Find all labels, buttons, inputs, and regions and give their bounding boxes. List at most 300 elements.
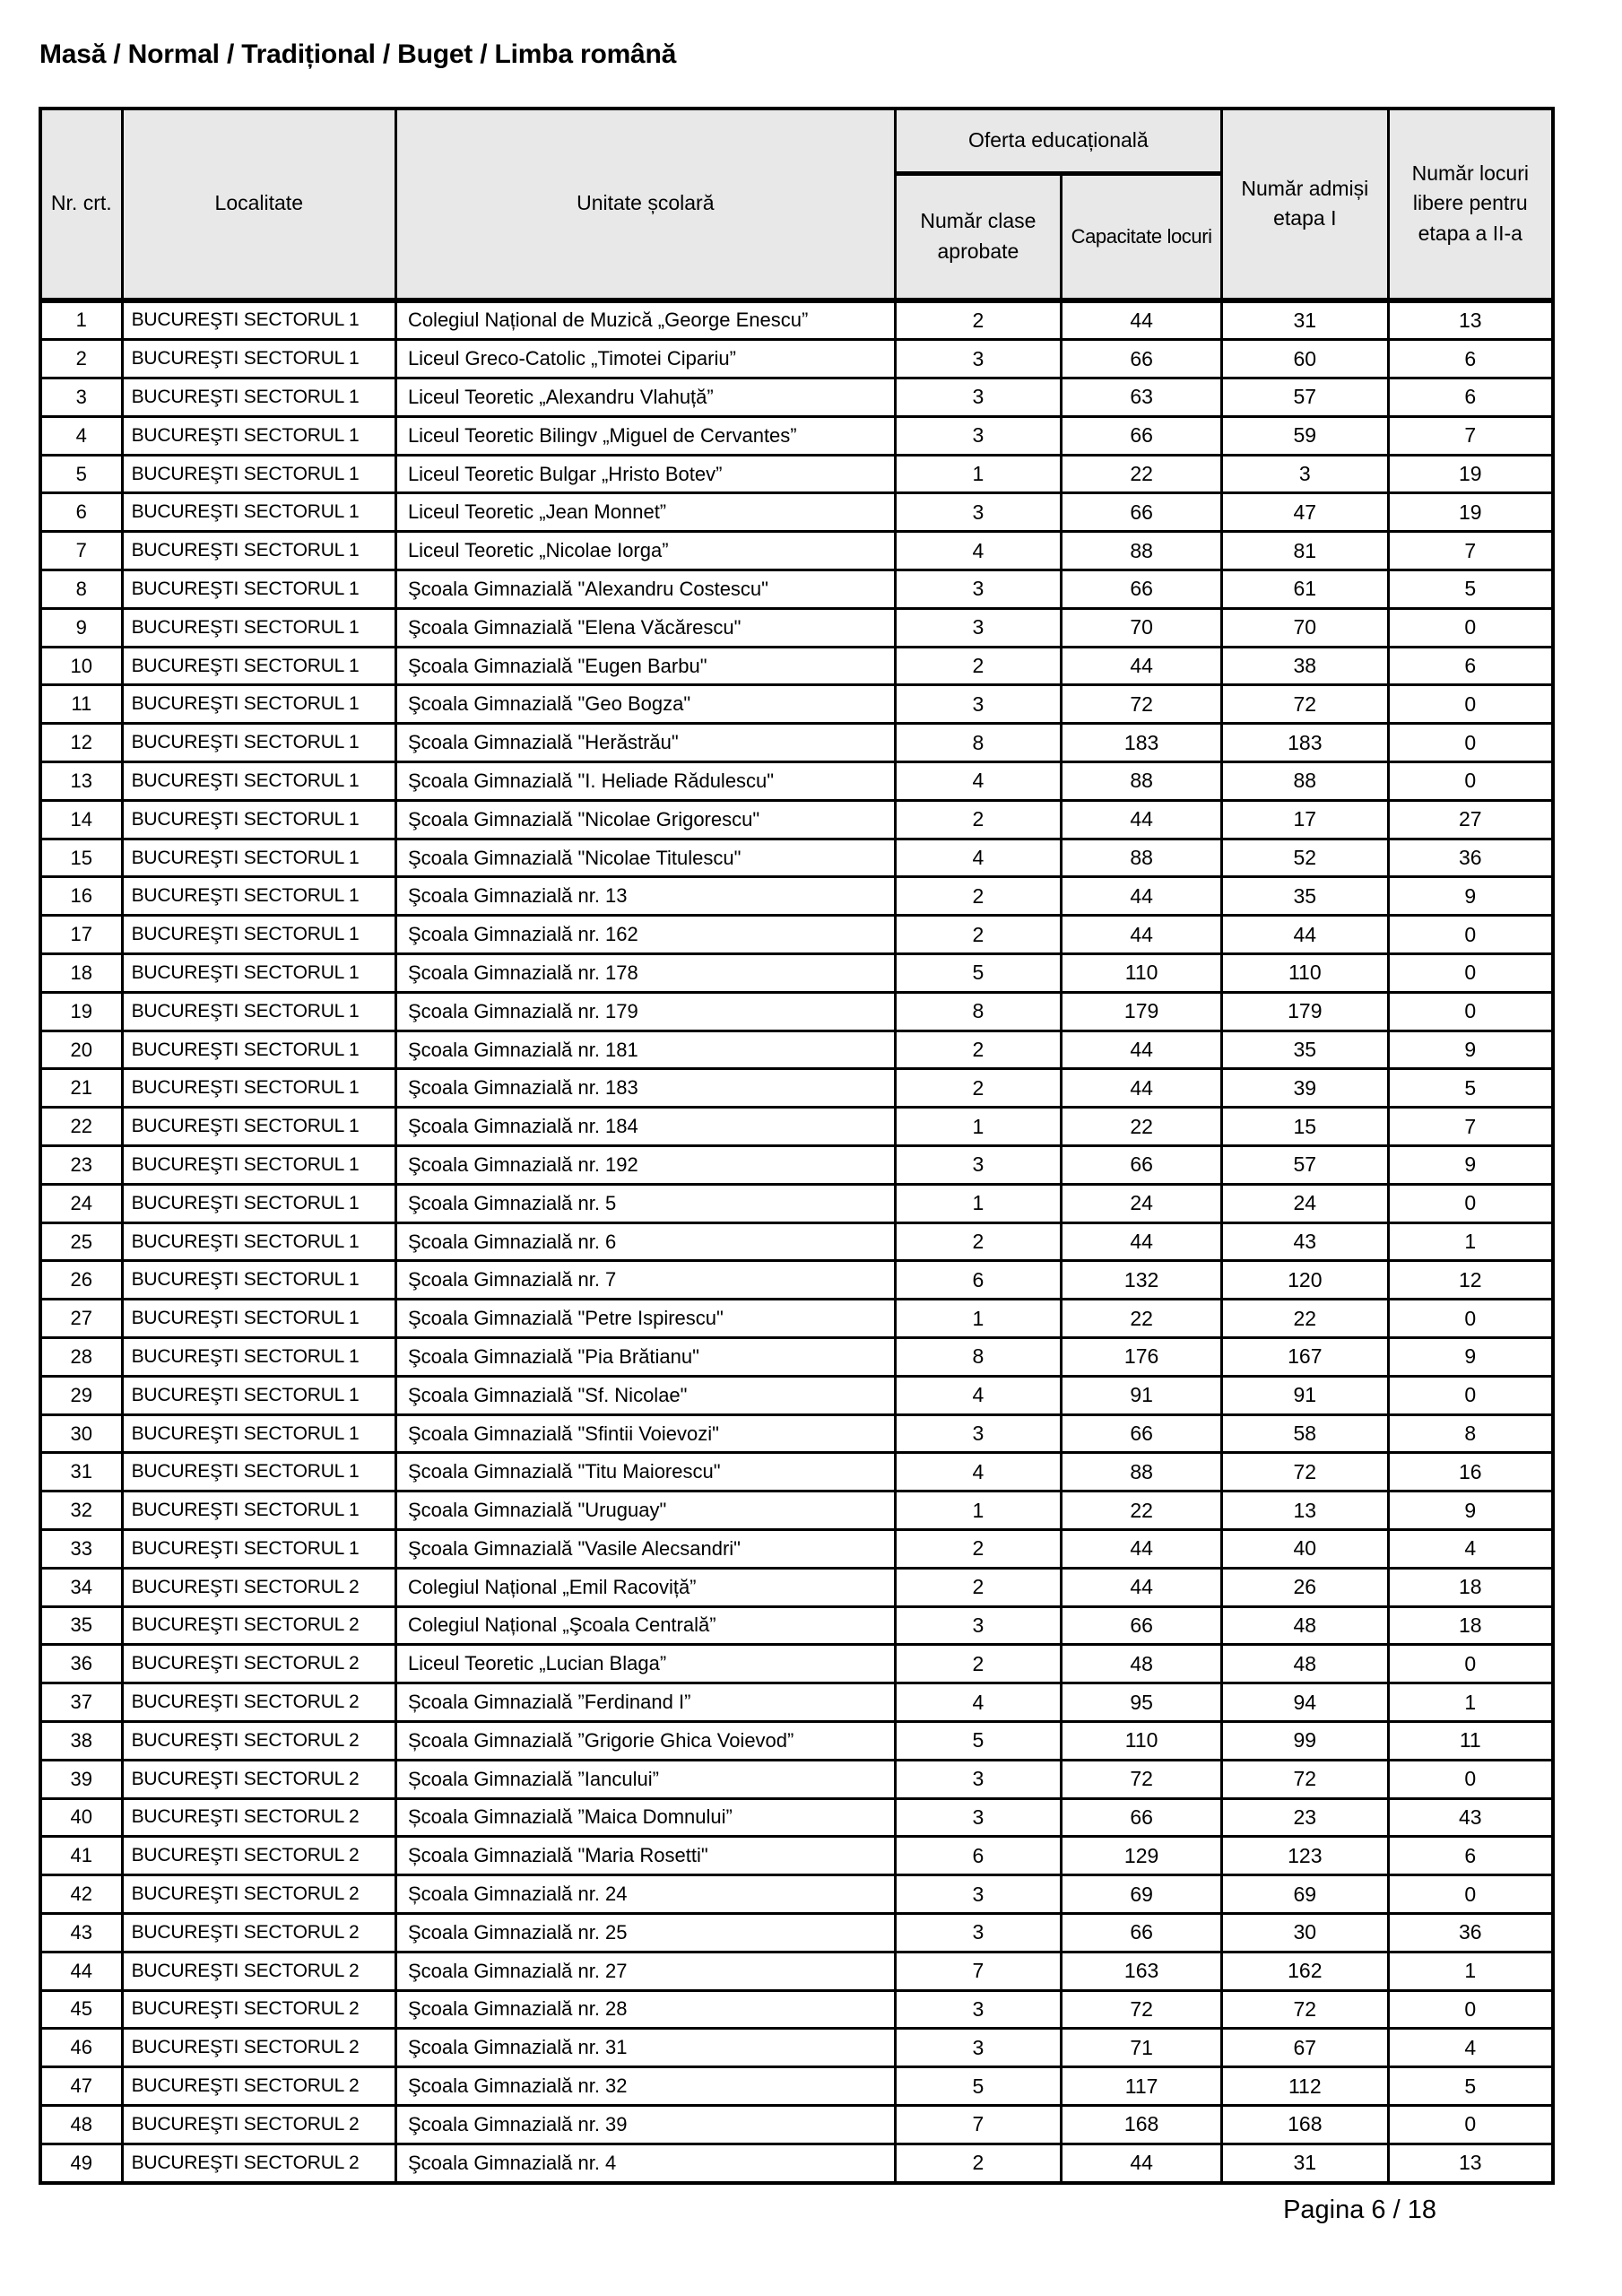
- cell-nr-crt: 35: [40, 1606, 122, 1645]
- cell-numar-clase: 1: [895, 1108, 1062, 1146]
- column-header-unitate-scolara: Unitate școlară: [395, 109, 895, 300]
- cell-unitate-scolara: Şcoala Gimnazială "Sfintii Voievozi": [395, 1414, 895, 1453]
- cell-numar-admisi: 162: [1222, 1952, 1389, 1990]
- cell-numar-clase: 3: [895, 570, 1062, 609]
- cell-capacitate: 88: [1062, 1453, 1222, 1492]
- cell-unitate-scolara: Școala Gimnazială ”Grigorie Ghica Voievod”: [395, 1721, 895, 1760]
- table-body: [40, 300, 1553, 2183]
- cell-locuri-libere: 27: [1388, 800, 1553, 839]
- cell-unitate-scolara: Şcoala Gimnazială nr. 7: [395, 1261, 895, 1300]
- cell-numar-admisi: 94: [1222, 1683, 1389, 1722]
- cell-localitate: BUCUREŞTI SECTORUL 1: [122, 1492, 395, 1530]
- cell-numar-clase: 2: [895, 300, 1062, 340]
- cell-capacitate: 88: [1062, 762, 1222, 801]
- cell-locuri-libere: 9: [1388, 1492, 1553, 1530]
- cell-unitate-scolara: Şcoala Gimnazială nr. 4: [395, 2144, 895, 2182]
- cell-unitate-scolara: Şcoala Gimnazială nr. 5: [395, 1184, 895, 1222]
- table-row: [40, 1376, 1553, 1414]
- cell-unitate-scolara: Şcoala Gimnazială nr. 27: [395, 1952, 895, 1990]
- cell-capacitate: 22: [1062, 1108, 1222, 1146]
- cell-capacitate: 22: [1062, 455, 1222, 493]
- cell-numar-admisi: 61: [1222, 570, 1389, 609]
- cell-numar-clase: 2: [895, 1530, 1062, 1569]
- column-header-numar-clase: Număr clase aprobate: [895, 173, 1062, 300]
- cell-nr-crt: 27: [40, 1300, 122, 1338]
- cell-localitate: BUCUREŞTI SECTORUL 1: [122, 839, 395, 877]
- cell-locuri-libere: 0: [1388, 1376, 1553, 1414]
- cell-nr-crt: 11: [40, 685, 122, 724]
- cell-localitate: BUCUREŞTI SECTORUL 1: [122, 1414, 395, 1453]
- cell-localitate: BUCUREŞTI SECTORUL 1: [122, 1300, 395, 1338]
- cell-locuri-libere: 0: [1388, 1875, 1553, 1914]
- cell-unitate-scolara: Colegiul Național „Şcoala Centrală”: [395, 1606, 895, 1645]
- cell-localitate: BUCUREŞTI SECTORUL 2: [122, 1952, 395, 1990]
- cell-nr-crt: 25: [40, 1222, 122, 1261]
- cell-locuri-libere: 0: [1388, 954, 1553, 993]
- table-row: [40, 1530, 1553, 1569]
- table-row: [40, 1338, 1553, 1377]
- table-row: [40, 800, 1553, 839]
- table-row: [40, 1990, 1553, 2029]
- cell-locuri-libere: 11: [1388, 1721, 1553, 1760]
- cell-capacitate: 66: [1062, 493, 1222, 532]
- cell-unitate-scolara: Şcoala Gimnazială "Elena Văcărescu": [395, 608, 895, 647]
- cell-unitate-scolara: Şcoala Gimnazială "Geo Bogza": [395, 685, 895, 724]
- cell-nr-crt: 23: [40, 1146, 122, 1185]
- cell-localitate: BUCUREŞTI SECTORUL 1: [122, 1453, 395, 1492]
- cell-locuri-libere: 36: [1388, 839, 1553, 877]
- cell-locuri-libere: 36: [1388, 1913, 1553, 1952]
- cell-nr-crt: 38: [40, 1721, 122, 1760]
- cell-nr-crt: 14: [40, 800, 122, 839]
- cell-numar-clase: 2: [895, 1069, 1062, 1108]
- cell-locuri-libere: 0: [1388, 1990, 1553, 2029]
- cell-nr-crt: 36: [40, 1645, 122, 1683]
- column-header-oferta-educationala: Oferta educațională: [895, 109, 1221, 174]
- table-row: [40, 685, 1553, 724]
- cell-numar-clase: 5: [895, 2067, 1062, 2106]
- cell-nr-crt: 28: [40, 1338, 122, 1377]
- cell-nr-crt: 31: [40, 1453, 122, 1492]
- cell-nr-crt: 39: [40, 1760, 122, 1798]
- cell-numar-admisi: 81: [1222, 532, 1389, 570]
- cell-numar-admisi: 183: [1222, 724, 1389, 762]
- cell-locuri-libere: 0: [1388, 1645, 1553, 1683]
- cell-unitate-scolara: Şcoala Gimnazială "Alexandru Costescu": [395, 570, 895, 609]
- cell-nr-crt: 37: [40, 1683, 122, 1722]
- cell-nr-crt: 33: [40, 1530, 122, 1569]
- cell-localitate: BUCUREŞTI SECTORUL 2: [122, 1875, 395, 1914]
- cell-locuri-libere: 0: [1388, 724, 1553, 762]
- cell-unitate-scolara: Şcoala Gimnazială "Nicolae Titulescu": [395, 839, 895, 877]
- table-row: [40, 916, 1553, 954]
- cell-capacitate: 44: [1062, 916, 1222, 954]
- cell-numar-admisi: 13: [1222, 1492, 1389, 1530]
- page-title: Masă / Normal / Tradițional / Buget / Limba română: [39, 39, 677, 69]
- table-row: [40, 416, 1553, 455]
- cell-unitate-scolara: Şcoala Gimnazială nr. 13: [395, 877, 895, 916]
- table-row: [40, 877, 1553, 916]
- cell-numar-admisi: 23: [1222, 1798, 1389, 1837]
- cell-localitate: BUCUREŞTI SECTORUL 1: [122, 570, 395, 609]
- cell-unitate-scolara: Şcoala Gimnazială nr. 183: [395, 1069, 895, 1108]
- cell-localitate: BUCUREŞTI SECTORUL 1: [122, 1108, 395, 1146]
- cell-locuri-libere: 4: [1388, 1530, 1553, 1569]
- table-row: [40, 1683, 1553, 1722]
- cell-numar-clase: 8: [895, 1338, 1062, 1377]
- cell-nr-crt: 42: [40, 1875, 122, 1914]
- cell-unitate-scolara: Școala Gimnazială ”Maica Domnului”: [395, 1798, 895, 1837]
- cell-nr-crt: 12: [40, 724, 122, 762]
- cell-numar-admisi: 69: [1222, 1875, 1389, 1914]
- table-row: [40, 724, 1553, 762]
- cell-numar-admisi: 35: [1222, 1031, 1389, 1069]
- table-row: [40, 1798, 1553, 1837]
- cell-numar-admisi: 167: [1222, 1338, 1389, 1377]
- cell-numar-admisi: 72: [1222, 685, 1389, 724]
- table-header: [40, 109, 1553, 300]
- cell-locuri-libere: 8: [1388, 1414, 1553, 1453]
- cell-locuri-libere: 6: [1388, 340, 1553, 378]
- cell-numar-admisi: 24: [1222, 1184, 1389, 1222]
- table-row: [40, 1721, 1553, 1760]
- cell-unitate-scolara: Şcoala Gimnazială "I. Heliade Rădulescu": [395, 762, 895, 801]
- cell-localitate: BUCUREŞTI SECTORUL 2: [122, 2105, 395, 2144]
- cell-numar-clase: 3: [895, 1798, 1062, 1837]
- cell-unitate-scolara: Şcoala Gimnazială nr. 184: [395, 1108, 895, 1146]
- cell-nr-crt: 22: [40, 1108, 122, 1146]
- cell-unitate-scolara: Şcoala Gimnazială nr. 178: [395, 954, 895, 993]
- cell-numar-admisi: 40: [1222, 1530, 1389, 1569]
- cell-nr-crt: 19: [40, 992, 122, 1031]
- cell-locuri-libere: 18: [1388, 1606, 1553, 1645]
- cell-numar-clase: 3: [895, 493, 1062, 532]
- cell-unitate-scolara: Şcoala Gimnazială "Eugen Barbu": [395, 647, 895, 685]
- cell-numar-admisi: 52: [1222, 839, 1389, 877]
- cell-unitate-scolara: Şcoala Gimnazială "Herăstrău": [395, 724, 895, 762]
- cell-nr-crt: 18: [40, 954, 122, 993]
- cell-numar-clase: 3: [895, 1146, 1062, 1185]
- cell-numar-clase: 1: [895, 1492, 1062, 1530]
- cell-capacitate: 66: [1062, 1913, 1222, 1952]
- cell-localitate: BUCUREŞTI SECTORUL 1: [122, 1069, 395, 1108]
- cell-capacitate: 179: [1062, 992, 1222, 1031]
- table-row: [40, 1069, 1553, 1108]
- cell-numar-admisi: 112: [1222, 2067, 1389, 2106]
- table-row: [40, 2105, 1553, 2144]
- cell-nr-crt: 6: [40, 493, 122, 532]
- column-header-localitate: Localitate: [122, 109, 395, 300]
- cell-capacitate: 88: [1062, 839, 1222, 877]
- cell-unitate-scolara: Școala Gimnazială "Maria Rosetti": [395, 1837, 895, 1875]
- cell-capacitate: 66: [1062, 1798, 1222, 1837]
- cell-numar-admisi: 179: [1222, 992, 1389, 1031]
- cell-locuri-libere: 19: [1388, 455, 1553, 493]
- cell-capacitate: 44: [1062, 1568, 1222, 1606]
- cell-unitate-scolara: Şcoala Gimnazială "Pia Brătianu": [395, 1338, 895, 1377]
- cell-numar-clase: 4: [895, 1376, 1062, 1414]
- cell-localitate: BUCUREŞTI SECTORUL 2: [122, 1760, 395, 1798]
- cell-capacitate: 66: [1062, 570, 1222, 609]
- cell-locuri-libere: 5: [1388, 570, 1553, 609]
- cell-locuri-libere: 4: [1388, 2029, 1553, 2067]
- cell-nr-crt: 47: [40, 2067, 122, 2106]
- table-row: [40, 1031, 1553, 1069]
- cell-unitate-scolara: Şcoala Gimnazială nr. 162: [395, 916, 895, 954]
- cell-locuri-libere: 12: [1388, 1261, 1553, 1300]
- cell-nr-crt: 45: [40, 1990, 122, 2029]
- cell-capacitate: 44: [1062, 1530, 1222, 1569]
- cell-nr-crt: 8: [40, 570, 122, 609]
- table-row: [40, 2067, 1553, 2106]
- cell-capacitate: 44: [1062, 800, 1222, 839]
- cell-localitate: BUCUREŞTI SECTORUL 2: [122, 1990, 395, 2029]
- table-row: [40, 1875, 1553, 1914]
- cell-unitate-scolara: Liceul Greco-Catolic „Timotei Cipariu”: [395, 340, 895, 378]
- cell-unitate-scolara: Liceul Teoretic „Lucian Blaga”: [395, 1645, 895, 1683]
- column-header-capacitate-locuri: Capacitate locuri: [1062, 173, 1222, 300]
- cell-numar-clase: 3: [895, 2029, 1062, 2067]
- cell-nr-crt: 7: [40, 532, 122, 570]
- table-row: [40, 340, 1553, 378]
- cell-locuri-libere: 1: [1388, 1952, 1553, 1990]
- cell-capacitate: 63: [1062, 378, 1222, 417]
- cell-locuri-libere: 13: [1388, 2144, 1553, 2182]
- cell-numar-admisi: 3: [1222, 455, 1389, 493]
- cell-nr-crt: 20: [40, 1031, 122, 1069]
- table-row: [40, 2144, 1553, 2182]
- cell-localitate: BUCUREŞTI SECTORUL 2: [122, 1798, 395, 1837]
- cell-localitate: BUCUREŞTI SECTORUL 2: [122, 1606, 395, 1645]
- cell-localitate: BUCUREŞTI SECTORUL 2: [122, 2067, 395, 2106]
- cell-numar-admisi: 57: [1222, 1146, 1389, 1185]
- cell-numar-admisi: 44: [1222, 916, 1389, 954]
- cell-unitate-scolara: Liceul Teoretic Bulgar „Hristo Botev”: [395, 455, 895, 493]
- cell-nr-crt: 44: [40, 1952, 122, 1990]
- cell-capacitate: 110: [1062, 954, 1222, 993]
- cell-numar-clase: 7: [895, 2105, 1062, 2144]
- cell-unitate-scolara: Şcoala Gimnazială "Sf. Nicolae": [395, 1376, 895, 1414]
- column-header-numar-admisi: Număr admiși etapa I: [1222, 109, 1389, 300]
- cell-unitate-scolara: Şcoala Gimnazială nr. 6: [395, 1222, 895, 1261]
- cell-localitate: BUCUREŞTI SECTORUL 1: [122, 1261, 395, 1300]
- table-row: [40, 1760, 1553, 1798]
- cell-capacitate: 72: [1062, 1990, 1222, 2029]
- cell-localitate: BUCUREŞTI SECTORUL 2: [122, 1721, 395, 1760]
- cell-numar-admisi: 31: [1222, 300, 1389, 340]
- table-row: [40, 954, 1553, 993]
- cell-numar-admisi: 15: [1222, 1108, 1389, 1146]
- cell-nr-crt: 9: [40, 608, 122, 647]
- cell-nr-crt: 15: [40, 839, 122, 877]
- cell-unitate-scolara: Şcoala Gimnazială nr. 181: [395, 1031, 895, 1069]
- cell-unitate-scolara: Şcoala Gimnazială nr. 39: [395, 2105, 895, 2144]
- cell-numar-admisi: 48: [1222, 1645, 1389, 1683]
- table-row: [40, 1222, 1553, 1261]
- cell-numar-clase: 4: [895, 839, 1062, 877]
- cell-numar-admisi: 39: [1222, 1069, 1389, 1108]
- cell-numar-admisi: 17: [1222, 800, 1389, 839]
- cell-localitate: BUCUREŞTI SECTORUL 1: [122, 608, 395, 647]
- cell-unitate-scolara: Școala Gimnazială ”Iancului”: [395, 1760, 895, 1798]
- cell-numar-clase: 2: [895, 2144, 1062, 2182]
- cell-capacitate: 66: [1062, 1146, 1222, 1185]
- table-row: [40, 570, 1553, 609]
- cell-capacitate: 44: [1062, 2144, 1222, 2182]
- cell-capacitate: 44: [1062, 1222, 1222, 1261]
- cell-numar-clase: 7: [895, 1952, 1062, 1990]
- cell-localitate: BUCUREŞTI SECTORUL 1: [122, 1530, 395, 1569]
- cell-unitate-scolara: Şcoala Gimnazială nr. 28: [395, 1990, 895, 2029]
- cell-capacitate: 163: [1062, 1952, 1222, 1990]
- cell-numar-clase: 1: [895, 1184, 1062, 1222]
- cell-numar-clase: 3: [895, 1606, 1062, 1645]
- cell-nr-crt: 26: [40, 1261, 122, 1300]
- cell-numar-admisi: 70: [1222, 608, 1389, 647]
- cell-capacitate: 22: [1062, 1492, 1222, 1530]
- cell-numar-admisi: 67: [1222, 2029, 1389, 2067]
- cell-numar-admisi: 57: [1222, 378, 1389, 417]
- cell-unitate-scolara: Școala Gimnazială ”Ferdinand I”: [395, 1683, 895, 1722]
- cell-locuri-libere: 43: [1388, 1798, 1553, 1837]
- cell-numar-clase: 8: [895, 992, 1062, 1031]
- cell-locuri-libere: 0: [1388, 685, 1553, 724]
- cell-numar-admisi: 43: [1222, 1222, 1389, 1261]
- cell-capacitate: 66: [1062, 416, 1222, 455]
- cell-capacitate: 66: [1062, 1414, 1222, 1453]
- cell-numar-admisi: 123: [1222, 1837, 1389, 1875]
- table-row: [40, 2029, 1553, 2067]
- cell-localitate: BUCUREŞTI SECTORUL 1: [122, 647, 395, 685]
- cell-nr-crt: 4: [40, 416, 122, 455]
- cell-nr-crt: 2: [40, 340, 122, 378]
- cell-numar-clase: 8: [895, 724, 1062, 762]
- cell-localitate: BUCUREŞTI SECTORUL 1: [122, 877, 395, 916]
- table-row: [40, 1913, 1553, 1952]
- cell-localitate: BUCUREŞTI SECTORUL 2: [122, 2029, 395, 2067]
- cell-localitate: BUCUREŞTI SECTORUL 1: [122, 340, 395, 378]
- cell-nr-crt: 24: [40, 1184, 122, 1222]
- cell-localitate: BUCUREŞTI SECTORUL 2: [122, 1837, 395, 1875]
- cell-nr-crt: 32: [40, 1492, 122, 1530]
- cell-localitate: BUCUREŞTI SECTORUL 1: [122, 378, 395, 417]
- cell-numar-admisi: 31: [1222, 2144, 1389, 2182]
- cell-nr-crt: 48: [40, 2105, 122, 2144]
- table-row: [40, 1300, 1553, 1338]
- cell-nr-crt: 34: [40, 1568, 122, 1606]
- table-row: [40, 1645, 1553, 1683]
- cell-localitate: BUCUREŞTI SECTORUL 1: [122, 493, 395, 532]
- cell-capacitate: 72: [1062, 685, 1222, 724]
- cell-capacitate: 48: [1062, 1645, 1222, 1683]
- cell-numar-admisi: 38: [1222, 647, 1389, 685]
- cell-numar-admisi: 168: [1222, 2105, 1389, 2144]
- cell-locuri-libere: 5: [1388, 2067, 1553, 2106]
- cell-numar-admisi: 120: [1222, 1261, 1389, 1300]
- cell-localitate: BUCUREŞTI SECTORUL 2: [122, 1568, 395, 1606]
- cell-capacitate: 110: [1062, 1721, 1222, 1760]
- cell-localitate: BUCUREŞTI SECTORUL 1: [122, 762, 395, 801]
- cell-locuri-libere: 6: [1388, 378, 1553, 417]
- cell-numar-clase: 3: [895, 1414, 1062, 1453]
- cell-localitate: BUCUREŞTI SECTORUL 1: [122, 954, 395, 993]
- cell-numar-admisi: 47: [1222, 493, 1389, 532]
- cell-numar-clase: 1: [895, 455, 1062, 493]
- cell-numar-clase: 3: [895, 608, 1062, 647]
- cell-numar-admisi: 72: [1222, 1990, 1389, 2029]
- cell-localitate: BUCUREŞTI SECTORUL 2: [122, 1645, 395, 1683]
- table-row: [40, 1492, 1553, 1530]
- header-row-top: [40, 109, 1553, 174]
- cell-localitate: BUCUREŞTI SECTORUL 1: [122, 416, 395, 455]
- table-row: [40, 378, 1553, 417]
- cell-nr-crt: 17: [40, 916, 122, 954]
- cell-locuri-libere: 18: [1388, 1568, 1553, 1606]
- cell-locuri-libere: 1: [1388, 1222, 1553, 1261]
- cell-localitate: BUCUREŞTI SECTORUL 1: [122, 1376, 395, 1414]
- cell-unitate-scolara: Şcoala Gimnazială "Uruguay": [395, 1492, 895, 1530]
- cell-numar-admisi: 72: [1222, 1760, 1389, 1798]
- cell-capacitate: 132: [1062, 1261, 1222, 1300]
- table-row: [40, 762, 1553, 801]
- cell-numar-clase: 4: [895, 1453, 1062, 1492]
- cell-locuri-libere: 6: [1388, 647, 1553, 685]
- cell-capacitate: 66: [1062, 1606, 1222, 1645]
- cell-capacitate: 88: [1062, 532, 1222, 570]
- cell-locuri-libere: 5: [1388, 1069, 1553, 1108]
- cell-numar-clase: 2: [895, 1222, 1062, 1261]
- table-row: [40, 608, 1553, 647]
- cell-localitate: BUCUREŞTI SECTORUL 1: [122, 1031, 395, 1069]
- cell-capacitate: 70: [1062, 608, 1222, 647]
- cell-numar-admisi: 110: [1222, 954, 1389, 993]
- cell-locuri-libere: 7: [1388, 1108, 1553, 1146]
- cell-numar-clase: 3: [895, 1990, 1062, 2029]
- cell-numar-admisi: 26: [1222, 1568, 1389, 1606]
- cell-numar-admisi: 22: [1222, 1300, 1389, 1338]
- cell-numar-clase: 5: [895, 954, 1062, 993]
- cell-nr-crt: 16: [40, 877, 122, 916]
- table-row: [40, 455, 1553, 493]
- cell-locuri-libere: 0: [1388, 992, 1553, 1031]
- table-row: [40, 1414, 1553, 1453]
- cell-locuri-libere: 9: [1388, 877, 1553, 916]
- cell-nr-crt: 49: [40, 2144, 122, 2182]
- cell-nr-crt: 13: [40, 762, 122, 801]
- cell-nr-crt: 10: [40, 647, 122, 685]
- cell-numar-clase: 3: [895, 378, 1062, 417]
- cell-unitate-scolara: Şcoala Gimnazială "Petre Ispirescu": [395, 1300, 895, 1338]
- cell-unitate-scolara: Colegiul Național de Muzică „George Enescu”: [395, 300, 895, 340]
- cell-locuri-libere: 7: [1388, 532, 1553, 570]
- cell-numar-clase: 6: [895, 1261, 1062, 1300]
- table-row: [40, 1453, 1553, 1492]
- cell-numar-clase: 2: [895, 800, 1062, 839]
- cell-numar-clase: 2: [895, 1031, 1062, 1069]
- cell-locuri-libere: 19: [1388, 493, 1553, 532]
- cell-capacitate: 91: [1062, 1376, 1222, 1414]
- table-row: [40, 1952, 1553, 1990]
- cell-localitate: BUCUREŞTI SECTORUL 1: [122, 532, 395, 570]
- cell-capacitate: 117: [1062, 2067, 1222, 2106]
- cell-locuri-libere: 1: [1388, 1683, 1553, 1722]
- cell-localitate: BUCUREŞTI SECTORUL 2: [122, 2144, 395, 2182]
- cell-numar-admisi: 35: [1222, 877, 1389, 916]
- cell-capacitate: 44: [1062, 647, 1222, 685]
- cell-nr-crt: 3: [40, 378, 122, 417]
- cell-unitate-scolara: Şcoala Gimnazială nr. 179: [395, 992, 895, 1031]
- cell-nr-crt: 40: [40, 1798, 122, 1837]
